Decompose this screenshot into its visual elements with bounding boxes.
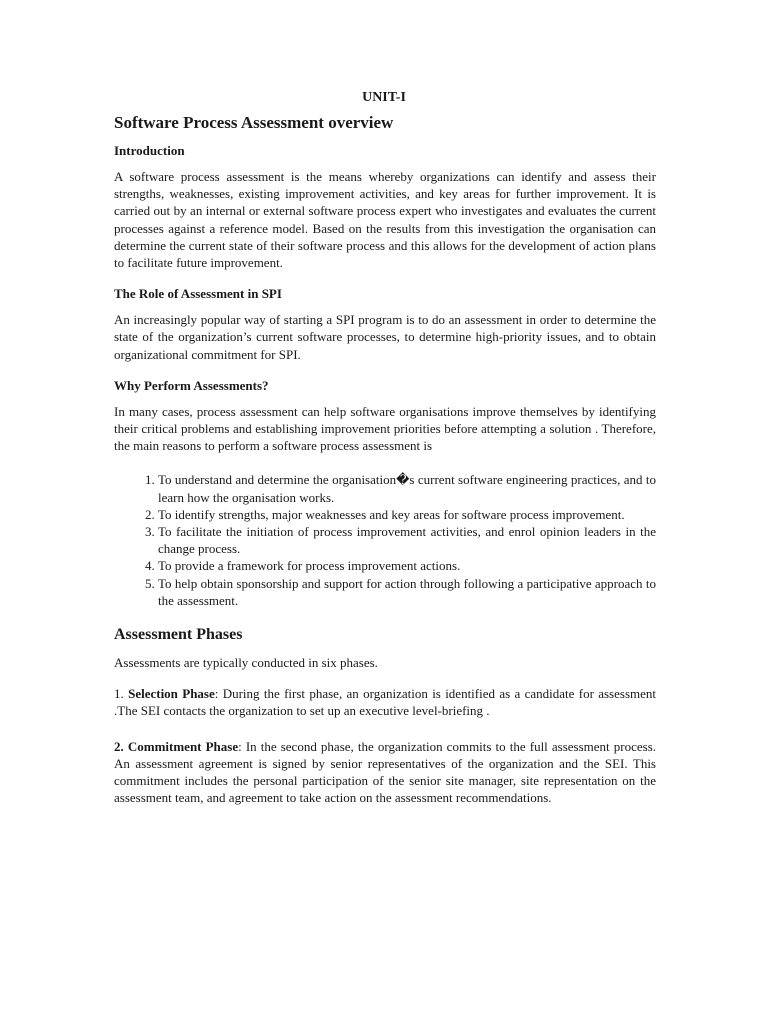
- role-paragraph: An increasingly popular way of starting a SPI program is to do an assessment in order to determine the state of the organization’s current software processes, to determine high-priority issues, and to obtain organizational commitment for SPI.: [114, 312, 656, 362]
- list-item: 1. To understand and determine the organisation�s current software engineering practices, and to learn how the organisation works.: [158, 471, 656, 505]
- reasons-list: [114, 471, 656, 609]
- unit-heading: UNIT-I: [362, 90, 406, 105]
- list-item: 2. To identify strengths, major weaknesses and key areas for software process improvement.: [158, 506, 656, 523]
- commitment-phase-number: 2.: [114, 738, 124, 754]
- selection-phase-text: : During the first phase, an organization is identified as a candidate for assessment .The SEI contacts the organization to set up an executive level-briefing .: [114, 686, 656, 719]
- selection-phase-label: Selection Phase: [128, 686, 215, 702]
- document-body: [114, 142, 656, 820]
- list-item: 3. To facilitate the initiation of process improvement activities, and enrol opinion leaders in the change process.: [158, 523, 656, 557]
- role-heading: The Role of Assessment in SPI: [114, 286, 282, 302]
- commitment-phase-label: Commitment Phase: [127, 738, 239, 754]
- why-paragraph: In many cases, process assessment can help software organisations improve themselves by identifying their critical problems and establishing improvement priorities before attempting a solution . Therefore, the main reasons to perform a software process assessment is: [114, 403, 656, 454]
- page-title: Software Process Assessment overview: [114, 113, 394, 132]
- commitment-phase-paragraph: [114, 738, 656, 807]
- list-item: 5. To help obtain sponsorship and support for action through following a participative approach to the assessment.: [158, 575, 656, 609]
- commitment-phase-text: : In the second phase, the organization commits to the full assessment process. An assessment agreement is signed by senior representatives of the organization and the SEI. This commitment includes the personal participation of the senior site manager, site representation on the assessment team, and agreement to take action on the assessment recommendations.: [114, 738, 656, 806]
- list-item: 4. To provide a framework for process improvement actions.: [158, 557, 656, 574]
- why-heading: Why Perform Assessments?: [114, 377, 269, 393]
- selection-phase-paragraph: [114, 685, 656, 719]
- phases-heading: Assessment Phases: [114, 626, 243, 644]
- intro-heading: Introduction: [114, 143, 185, 158]
- selection-phase-number: 1.: [114, 686, 124, 702]
- intro-paragraph: A software process assessment is the means whereby organizations can identify and assess their strengths, weaknesses, existing improvement activities, and key areas for further improvement. It is carried out by an internal or external software process expert who investigates and evaluates the current processes against a reference model. Based on the results from this investigation the organisation can determine the current state of their software process and this allows for the development of action plans to facilitate future improvement.: [114, 169, 656, 271]
- phases-intro: Assessments are typically conducted in six phases.: [114, 655, 378, 671]
